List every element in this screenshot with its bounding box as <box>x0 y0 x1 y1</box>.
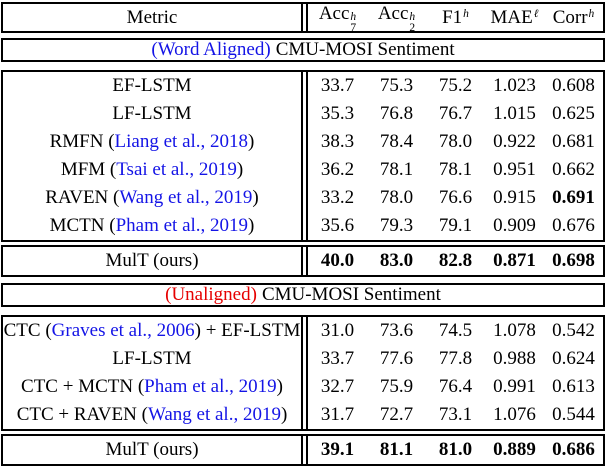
citation-link[interactable]: Tsai et al., 2019 <box>116 159 237 180</box>
table-row <box>3 436 603 464</box>
metric-column-header <box>544 7 603 29</box>
summary-row <box>1 245 605 277</box>
citation-link[interactable]: Pham et al., 2019 <box>115 215 249 236</box>
model-name-text: LF-LSTM <box>112 103 192 124</box>
table-row <box>3 345 603 373</box>
metric-value: 36.2 <box>320 159 355 180</box>
table-row <box>3 156 603 184</box>
metric-column-header <box>485 7 544 29</box>
table-row <box>3 100 603 128</box>
model-name-text: CTC + MCTN ( <box>21 376 145 397</box>
model-name-text: ) <box>280 404 288 425</box>
metric-value: 0.922 <box>493 131 536 152</box>
metric-value: 0.698 <box>552 250 595 271</box>
metric-value: 75.9 <box>379 376 414 397</box>
metric-superscript: ℓ <box>533 7 539 20</box>
citation-link[interactable]: Wang et al., 2019 <box>119 187 253 208</box>
model-name <box>3 156 308 184</box>
row-values <box>308 436 603 464</box>
metric-name: MAE <box>490 6 533 28</box>
metric-value: 81.0 <box>438 439 473 460</box>
metric-value: 77.8 <box>438 348 473 369</box>
metric-value: 31.0 <box>320 320 355 341</box>
metric-value: 73.6 <box>379 320 414 341</box>
metric-value: 75.3 <box>379 75 414 96</box>
metric-value: 0.915 <box>493 187 536 208</box>
model-name <box>3 128 308 156</box>
metric-value: 0.544 <box>552 404 595 425</box>
table-row <box>3 247 603 275</box>
row-values <box>308 401 603 429</box>
metric-header-label: Metric <box>126 6 178 28</box>
metric-value: 72.7 <box>379 404 414 425</box>
model-name <box>3 72 308 100</box>
metric-name: Acc <box>318 2 350 24</box>
model-name-text: EF-LSTM <box>112 75 192 96</box>
row-values <box>308 317 603 345</box>
model-name-text: ) <box>252 187 259 208</box>
section-title <box>1 283 605 307</box>
row-values <box>308 184 603 212</box>
metric-value: 0.951 <box>493 159 536 180</box>
table-row <box>3 401 603 429</box>
metric-value: 79.3 <box>379 215 414 236</box>
metric-value: 78.4 <box>379 131 414 152</box>
metric-value: 78.0 <box>379 187 414 208</box>
metric-column-header <box>426 7 485 29</box>
metric-value: 81.1 <box>379 439 414 460</box>
metric-header-cell <box>3 4 308 31</box>
metric-value: 35.3 <box>320 103 355 124</box>
model-name-text: ) <box>248 215 255 236</box>
dataset-label: CMU-MOSI Sentiment <box>275 39 455 60</box>
metric-column-header <box>367 3 426 33</box>
model-name-text: MCTN ( <box>49 215 116 236</box>
metric-value: 74.5 <box>438 320 473 341</box>
metric-value: 0.889 <box>493 439 536 460</box>
metric-value: 31.7 <box>320 404 355 425</box>
metric-value: 76.7 <box>438 103 473 124</box>
metric-value: 0.676 <box>552 215 595 236</box>
metric-value: 0.691 <box>552 187 595 208</box>
metric-value: 0.624 <box>552 348 595 369</box>
metric-value: 1.023 <box>493 75 536 96</box>
metric-value: 76.4 <box>438 376 473 397</box>
model-name <box>3 212 308 240</box>
metric-value: 33.2 <box>320 187 355 208</box>
metric-value: 75.2 <box>438 75 473 96</box>
metric-value: 73.1 <box>438 404 473 425</box>
model-name <box>3 184 308 212</box>
model-name <box>3 317 308 345</box>
model-name <box>3 373 308 401</box>
citation-link[interactable]: Wang et al., 2019 <box>147 404 281 425</box>
table-row <box>3 128 603 156</box>
model-name-text: ) <box>248 131 255 152</box>
metric-value: 76.6 <box>438 187 473 208</box>
model-name-text: RMFN ( <box>49 131 115 152</box>
metric-value: 1.078 <box>493 320 536 341</box>
table-row <box>3 317 603 345</box>
metric-value: 79.1 <box>438 215 473 236</box>
row-values <box>308 212 603 240</box>
metric-value: 40.0 <box>320 250 355 271</box>
metric-value: 78.1 <box>379 159 414 180</box>
citation-link[interactable]: Pham et al., 2019 <box>144 376 277 397</box>
metric-value: 0.991 <box>493 376 536 397</box>
metric-value: 0.608 <box>552 75 595 96</box>
metric-supsub: h 7 <box>350 10 357 34</box>
model-name-text: ) <box>276 376 283 397</box>
metric-column-headers <box>308 2 603 34</box>
metric-superscript: h <box>463 7 469 20</box>
metric-value: 0.988 <box>493 348 536 369</box>
metric-value: 39.1 <box>320 439 355 460</box>
model-name <box>3 436 308 464</box>
model-name-text: CTC + RAVEN ( <box>16 404 148 425</box>
metric-name: F1 <box>442 6 463 28</box>
metric-value: 77.6 <box>379 348 414 369</box>
metric-value: 0.613 <box>552 376 595 397</box>
section-results <box>1 315 605 431</box>
model-name-text: MFM ( <box>60 159 117 180</box>
table-header <box>1 2 605 33</box>
model-name <box>3 401 308 429</box>
metric-value: 0.625 <box>552 103 595 124</box>
alignment-label: (Word Aligned) <box>151 39 271 60</box>
metric-name: Acc <box>377 2 409 24</box>
section-results <box>1 70 605 242</box>
model-name-text: MulT (ours) <box>105 439 199 460</box>
table-row <box>3 212 603 240</box>
row-values <box>308 128 603 156</box>
model-name-text: LF-LSTM <box>112 348 192 369</box>
metric-superscript: h <box>588 7 595 20</box>
model-name-text: ) + EF-LSTM <box>194 320 301 341</box>
metric-value: 82.8 <box>438 250 473 271</box>
metric-value: 33.7 <box>320 75 355 96</box>
table-row <box>3 184 603 212</box>
metric-name: Corr <box>552 6 588 28</box>
metric-value: 0.871 <box>493 250 536 271</box>
metric-column-header <box>308 3 367 33</box>
alignment-label: (Unaligned) <box>165 284 257 305</box>
metric-value: 76.8 <box>379 103 414 124</box>
citation-link[interactable]: Liang et al., 2018 <box>114 131 249 152</box>
row-values <box>308 156 603 184</box>
citation-link[interactable]: Graves et al., 2006 <box>51 320 195 341</box>
model-name-text: MulT (ours) <box>105 250 199 271</box>
metric-value: 38.3 <box>320 131 355 152</box>
metric-value: 78.0 <box>438 131 473 152</box>
metric-value: 33.7 <box>320 348 355 369</box>
metric-value: 1.076 <box>493 404 536 425</box>
table-row <box>3 72 603 100</box>
table-sections <box>0 38 606 466</box>
model-name <box>3 345 308 373</box>
metric-value: 0.681 <box>552 131 595 152</box>
model-name <box>3 247 308 275</box>
row-values <box>308 72 603 100</box>
metric-value: 0.662 <box>552 159 595 180</box>
metric-supsub: h 2 <box>409 10 416 34</box>
row-values <box>308 345 603 373</box>
row-values <box>308 247 603 275</box>
metric-value: 1.015 <box>493 103 536 124</box>
metric-value: 32.7 <box>320 376 355 397</box>
row-values <box>308 100 603 128</box>
model-name <box>3 100 308 128</box>
model-name-text: CTC ( <box>3 320 52 341</box>
section-title <box>1 38 605 62</box>
summary-row <box>1 434 605 466</box>
metric-value: 83.0 <box>379 250 414 271</box>
metric-value: 0.909 <box>493 215 536 236</box>
metric-value: 0.686 <box>552 439 595 460</box>
table-row <box>3 373 603 401</box>
dataset-label: CMU-MOSI Sentiment <box>261 284 441 305</box>
metric-value: 0.542 <box>552 320 595 341</box>
model-name-text: RAVEN ( <box>45 187 120 208</box>
metric-value: 78.1 <box>438 159 473 180</box>
model-name-text: ) <box>236 159 244 180</box>
row-values <box>308 373 603 401</box>
metric-value: 35.6 <box>320 215 355 236</box>
